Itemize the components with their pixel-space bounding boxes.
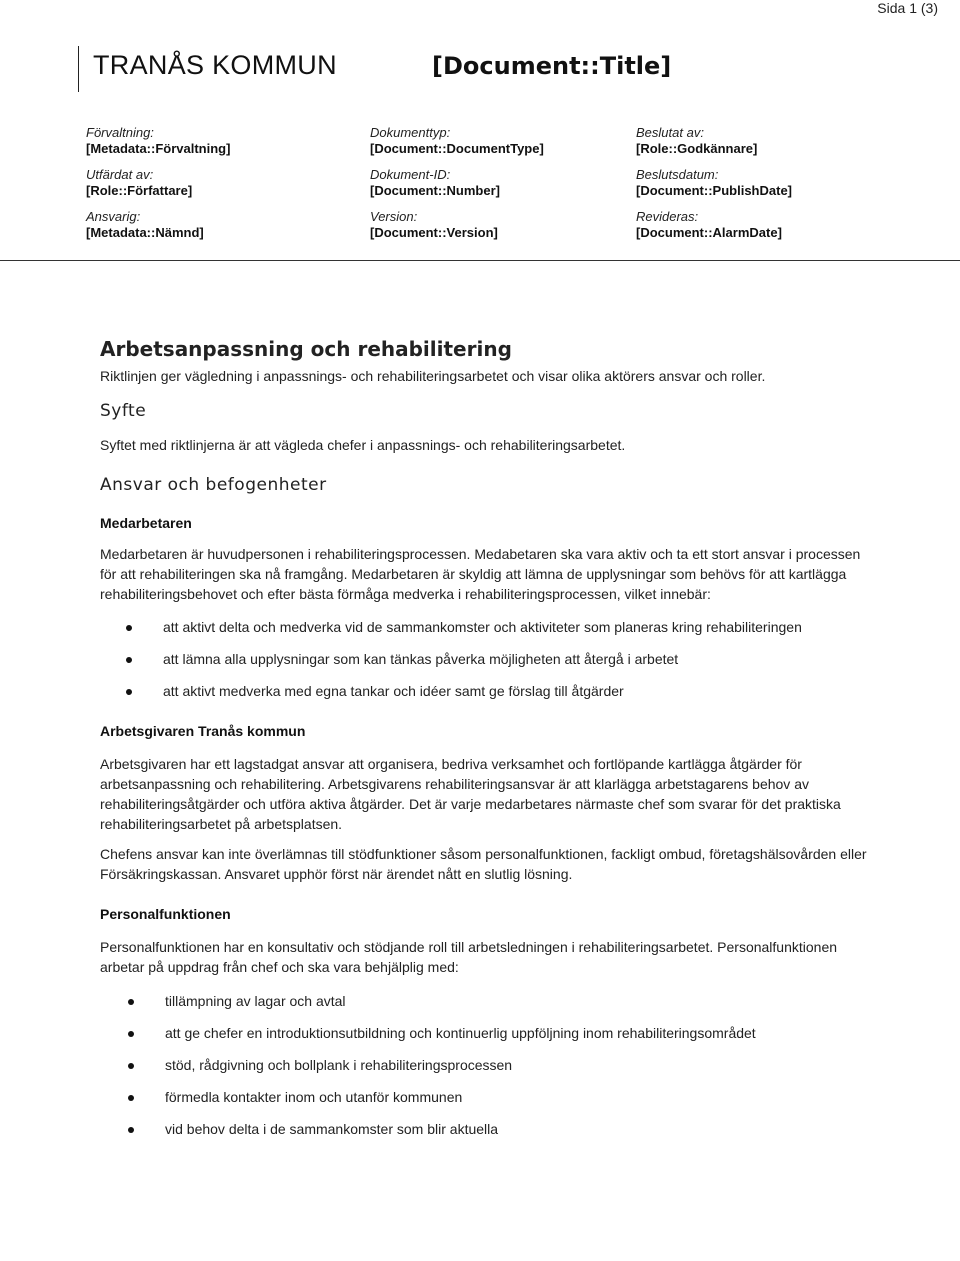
list-item: att aktivt delta och medverka vid de sammankomster och aktiviteter som planeras kring rehabiliteringen xyxy=(163,617,870,637)
meta-revideras xyxy=(636,209,916,251)
medarbetaren-bullet-list xyxy=(163,617,870,701)
meta-label: Ansvarig: xyxy=(86,209,141,224)
medarbetaren-heading: Medarbetaren xyxy=(100,515,192,531)
header-divider xyxy=(78,46,79,92)
meta-value: [Document::Number] xyxy=(370,183,500,198)
list-item: stöd, rådgivning och bollplank i rehabiliteringsprocessen xyxy=(165,1055,870,1075)
arbetsgivaren-heading: Arbetsgivaren Tranås kommun xyxy=(100,723,306,739)
metadata-column-1 xyxy=(86,125,366,251)
meta-beslutat-av xyxy=(636,125,916,167)
meta-dokumenttyp xyxy=(370,125,650,167)
meta-value: [Role::Godkännare] xyxy=(636,141,758,156)
meta-label: Dokument-ID: xyxy=(370,167,451,182)
meta-forvaltning xyxy=(86,125,366,167)
intro-paragraph: Riktlinjen ger vägledning i anpassnings- och rehabiliteringsarbetet och visar olika aktörers ansvar och roller. xyxy=(100,368,766,384)
meta-value: [Metadata::Nämnd] xyxy=(86,225,204,240)
meta-value: [Document::DocumentType] xyxy=(370,141,544,156)
document-title: [Document::Title] xyxy=(432,52,672,80)
document-body xyxy=(100,336,870,1139)
meta-value: [Metadata::Förvaltning] xyxy=(86,141,231,156)
meta-label: Utfärdat av: xyxy=(86,167,154,182)
meta-label: Revideras: xyxy=(636,209,699,224)
list-item: att aktivt medverka med egna tankar och idéer samt ge förslag till åtgärder xyxy=(163,681,870,701)
meta-value: [Document::PublishDate] xyxy=(636,183,792,198)
meta-utfardat-av xyxy=(86,167,366,209)
metadata-column-3 xyxy=(636,125,916,251)
list-item: förmedla kontakter inom och utanför kommunen xyxy=(165,1087,870,1107)
arbetsgivaren-paragraph-1: Arbetsgivaren har ett lagstadgat ansvar att organisera, bedriva verksamhet och fortlöpande kartlägga åtgärder för arbetsanpassning och rehabilitering. Arbetsgivarens rehabiliteringsansvar är att klarlägga arbetstagarens behov av rehabiliteringsåtgärder och utföra aktiva åtgärder. Det är varje medarbetares närmaste chef som svarar för det praktiska rehabiliteringsarbetet på arbetsplatsen. xyxy=(100,756,841,832)
meta-beslutsdatum xyxy=(636,167,916,209)
ansvar-heading: Ansvar och befogenheter xyxy=(100,475,327,495)
arbetsgivaren-paragraph-2: Chefens ansvar kan inte överlämnas till stödfunktioner såsom personalfunktionen, fackligt ombud, företagshälsovården eller Försäkringskassan. Ansvaret upphör först när ärendet nått en slutlig lösning. xyxy=(100,846,867,882)
section-title: Arbetsanpassning och rehabilitering xyxy=(100,337,512,361)
medarbetaren-paragraph: Medarbetaren är huvudpersonen i rehabiliteringsprocessen. Medabetaren ska vara aktiv och ta ett stort ansvar i processen för att rehabiliteringen ska nå framgång. Medarbetaren är skyldig att lämna de upplysningar som behövs för att kartlägga rehabiliteringsbehovet och efter bästa förmåga medverka i rehabiliteringsprocessen, vilket innebär: xyxy=(100,546,861,602)
syfte-paragraph: Syftet med riktlinjerna är att vägleda chefer i anpassnings- och rehabiliteringsarbetet. xyxy=(100,437,626,453)
meta-label: Beslutsdatum: xyxy=(636,167,719,182)
meta-label: Förvaltning: xyxy=(86,125,154,140)
meta-version xyxy=(370,209,650,251)
meta-value: [Document::AlarmDate] xyxy=(636,225,782,240)
list-item: tillämpning av lagar och avtal xyxy=(165,991,870,1011)
personalfunktionen-heading: Personalfunktionen xyxy=(100,906,231,922)
meta-label: Beslutat av: xyxy=(636,125,704,140)
meta-label: Version: xyxy=(370,209,418,224)
meta-value: [Document::Version] xyxy=(370,225,498,240)
metadata-column-2 xyxy=(370,125,650,251)
syfte-heading: Syfte xyxy=(100,401,147,421)
list-item: att ge chefer en introduktionsutbildning och kontinuerlig uppföljning inom rehabiliteringsområdet xyxy=(165,1023,870,1043)
metadata-divider xyxy=(0,260,960,261)
meta-dokument-id xyxy=(370,167,650,209)
meta-ansvarig xyxy=(86,209,366,251)
personalfunktionen-bullet-list xyxy=(165,991,870,1139)
list-item: vid behov delta i de sammankomster som blir aktuella xyxy=(165,1119,870,1139)
meta-value: [Role::Författare] xyxy=(86,183,193,198)
meta-label: Dokumenttyp: xyxy=(370,125,451,140)
list-item: att lämna alla upplysningar som kan tänkas påverka möjligheten att återgå i arbetet xyxy=(163,649,870,669)
municipality-name: TRANÅS KOMMUN xyxy=(93,50,337,80)
page-number: Sida 1 (3) xyxy=(877,0,938,16)
personalfunktionen-paragraph: Personalfunktionen har en konsultativ och stödjande roll till arbetsledningen i rehabiliteringsarbetet. Personalfunktionen arbetar på uppdrag från chef och ska vara behjälplig med: xyxy=(100,939,838,975)
